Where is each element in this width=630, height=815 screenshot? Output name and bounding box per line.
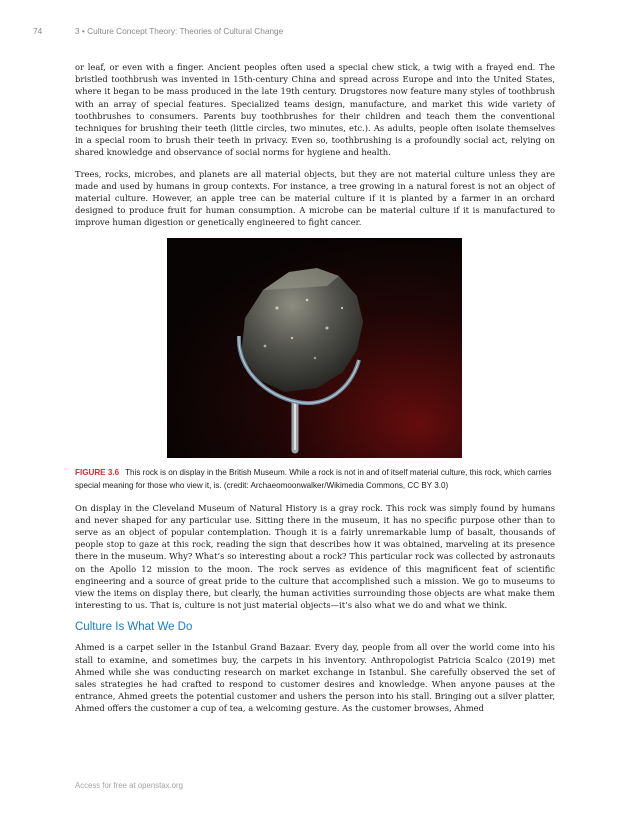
figure-label: FIGURE 3.6 xyxy=(75,467,120,477)
paragraph-moon-rock: On display in the Cleveland Museum of Natural History is a gray rock. This rock was simply found by humans and never shaped for any particular use. Sitting there in the museum, it has no specific purpose other than to serve as an object of popular contemplation. Though it is a fairly unremarkable lump of basalt, thousands of people stop to gaze at this rock, reading the sign that describes how it was obtained, marveling at its presence there in the museum. Why? What’s so interesting about a rock? This particular rock was collected by astronauts on the Apollo 12 mission to the moon. The rock serves as evidence of this magnificent feat of scientific engineering and a source of great pride to the culture that accomplished such a mission. We go to museums to view the items on display there, but clearly, the human activities surrounding those objects are what make them interesting to us. That is, culture is not just material objects—it’s also what we do and what we think. xyxy=(75,502,555,611)
paragraph-carpet-seller: Ahmed is a carpet seller in the Istanbul Grand Bazaar. Every day, people from all over the world come into his stall to examine, and sometimes buy, the carpets in his inventory. Anthropologist Patricia Scalco (2019) met Ahmed while she was conducting research on market exchange in Istanbul. She carefully observed the set of sales strategies he had crafted to respond to customer desires and knowledge. When anyone pauses at the entrance, Ahmed greets the potential customer and ushers the person into his stall. Bringing out a silver platter, Ahmed offers the customer a cup of tea, a welcoming gesture. As the customer browses, Ahmed xyxy=(75,642,555,714)
section-heading: Culture Is What We Do xyxy=(75,621,193,634)
running-head: 3 • Culture Concept Theory: Theories of Cultural Change xyxy=(75,26,284,36)
paragraph-toothbrush: or leaf, or even with a finger. Ancient peoples often used a special chew stick, a twig with a frayed end. The bristled toothbrush was invented in 15th-century China and spread across Europe and into the United States, where it began to be mass produced in the late 19th century. Drugstores now feature many styles of toothbrush with an array of special features. Specialized teams design, manufacture, and market this wide variety of toothbrushes to consumers. Parents buy toothbrushes for their children and teach them the conventional techniques for brushing their teeth (little circles, two minutes, etc.). As adults, people often isolate themselves in a special room to brush their teeth in privacy. Even so, toothbrushing is a profoundly social act, relying on shared knowledge and observance of social norms for hygiene and health. xyxy=(75,62,555,158)
moon-rock-illustration xyxy=(167,238,462,458)
paragraph-material-objects: Trees, rocks, microbes, and planets are all material objects, but they are not material culture unless they are made and used by humans in group contexts. For instance, a tree growing in a natural forest is not an object of material culture. However, an apple tree can be material culture if it is planted by a farmer in an orchard designed to produce fruit for human consumption. A microbe can be material culture if it is manufactured to improve human digestion or genetically engineered to fight cancer. xyxy=(75,168,555,228)
page-number: 74 xyxy=(33,26,43,36)
page-header xyxy=(33,26,593,38)
figure xyxy=(75,238,555,460)
page-content xyxy=(75,61,555,724)
figure-caption xyxy=(75,466,555,493)
figure-caption-text: This rock is on display in the British Museum. While a rock is not in and of itself material culture, this rock, which carries special meaning for those who view it, is. (credit: Archaeomoonwalker/Wikimedia Commons, CC BY 3.0) xyxy=(75,467,552,491)
moon-rock-photo xyxy=(167,238,462,458)
page-footer[interactable]: Access for free at openstax.org xyxy=(75,781,183,790)
